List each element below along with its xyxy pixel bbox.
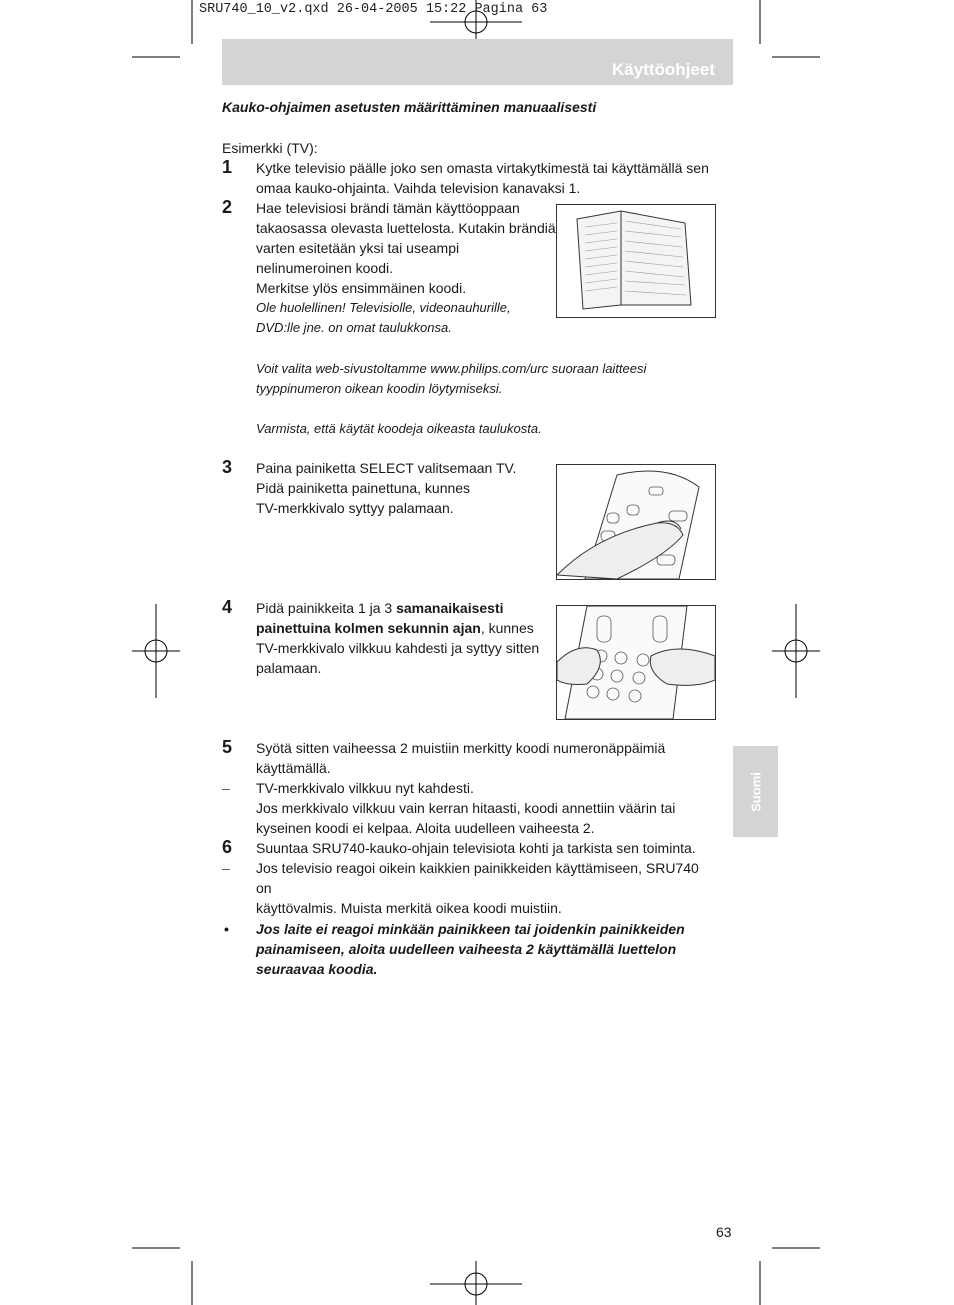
section-heading: Kauko-ohjaimen asetusten määrittäminen manuaalisesti <box>222 99 597 115</box>
remote-select-illustration <box>556 464 716 580</box>
manual-illustration <box>556 204 716 318</box>
step-4-number: 4 <box>222 597 233 617</box>
step-2-number: 2 <box>222 197 233 217</box>
page-number: 63 <box>716 1224 732 1240</box>
header-banner <box>222 39 733 85</box>
step-6-result: Jos televisio reagoi oikein kaikkien painikkeiden käyttämiseen, SRU740 on käyttövalmis. Muista merkitä oikea koodi muistiin. <box>256 860 699 916</box>
step-6-dash: – <box>222 860 230 876</box>
language-tab-label: Suomi <box>748 771 763 812</box>
step-5-text: Syötä sitten vaiheessa 2 muistiin merkitty koodi numeronäppäimiä käyttämällä. <box>256 740 666 776</box>
page-title: Käyttöohjeet <box>612 60 715 79</box>
bullet-symbol: • <box>224 921 229 937</box>
step-1-text: Kytke televisio päälle joko sen omasta virtakytkimestä tai käyttämällä sen omaa kauko-ohjainta. Vaihda television kanavaksi 1. <box>256 160 709 196</box>
step-3-number: 3 <box>222 457 233 477</box>
step-1-number: 1 <box>222 157 233 177</box>
print-slug: SRU740_10_v2.qxd 26-04-2005 15:22 Pagina 63 <box>199 2 548 17</box>
step-5-result: TV-merkkivalo vilkkuu nyt kahdesti. Jos merkkivalo vilkkuu vain kerran hitaasti, koodi annettiin väärin tai kyseinen koodi ei kelpaa. Aloita uudelleen vaiheesta 2. <box>256 780 676 836</box>
step-6-text: Suuntaa SRU740-kauko-ohjain televisiota kohti ja tarkista sen toiminta. <box>256 840 696 856</box>
web-note: Voit valita web-sivustoltamme www.philips.com/urc suoraan laitteesi tyyppinumeron oikean koodin löytymiseksi. <box>256 361 647 396</box>
step-3-text: Paina painiketta SELECT valitsemaan TV. Pidä painiketta painettuna, kunnes TV-merkkivalo syttyy palamaan. <box>256 460 517 516</box>
check-note: Varmista, että käytät koodeja oikeasta taulukosta. <box>256 421 542 436</box>
example-label: Esimerkki (TV): <box>222 140 318 156</box>
step-4-text: Pidä painikkeita 1 ja 3 samanaikaisesti painettuina kolmen sekunnin ajan, kunnes TV-merkkivalo vilkkuu kahdesti ja syttyy sitten palamaan. <box>256 600 540 676</box>
step-5-dash: – <box>222 780 230 796</box>
step-2-text: Hae televisiosi brändi tämän käyttöoppaan takaosassa olevasta luettelosta. Kutakin brändiä varten esitetään yksi tai useampi nelinumeroinen koodi. Merkitse ylös ensimmäinen koodi. Ole huolellinen! Televisiolle, videonauhurille, DVD:lle jne. on omat taulukkonsa. <box>256 200 556 335</box>
bullet-note: Jos laite ei reagoi minkään painikkeen tai joidenkin painikkeiden painamiseen, aloita uudelleen vaiheesta 2 käyttämällä luettelon seuraavaa koodia. <box>256 921 685 977</box>
step-6-number: 6 <box>222 837 233 857</box>
language-tab <box>733 746 778 837</box>
step-5-number: 5 <box>222 737 233 757</box>
remote-keypad-illustration <box>556 605 716 720</box>
